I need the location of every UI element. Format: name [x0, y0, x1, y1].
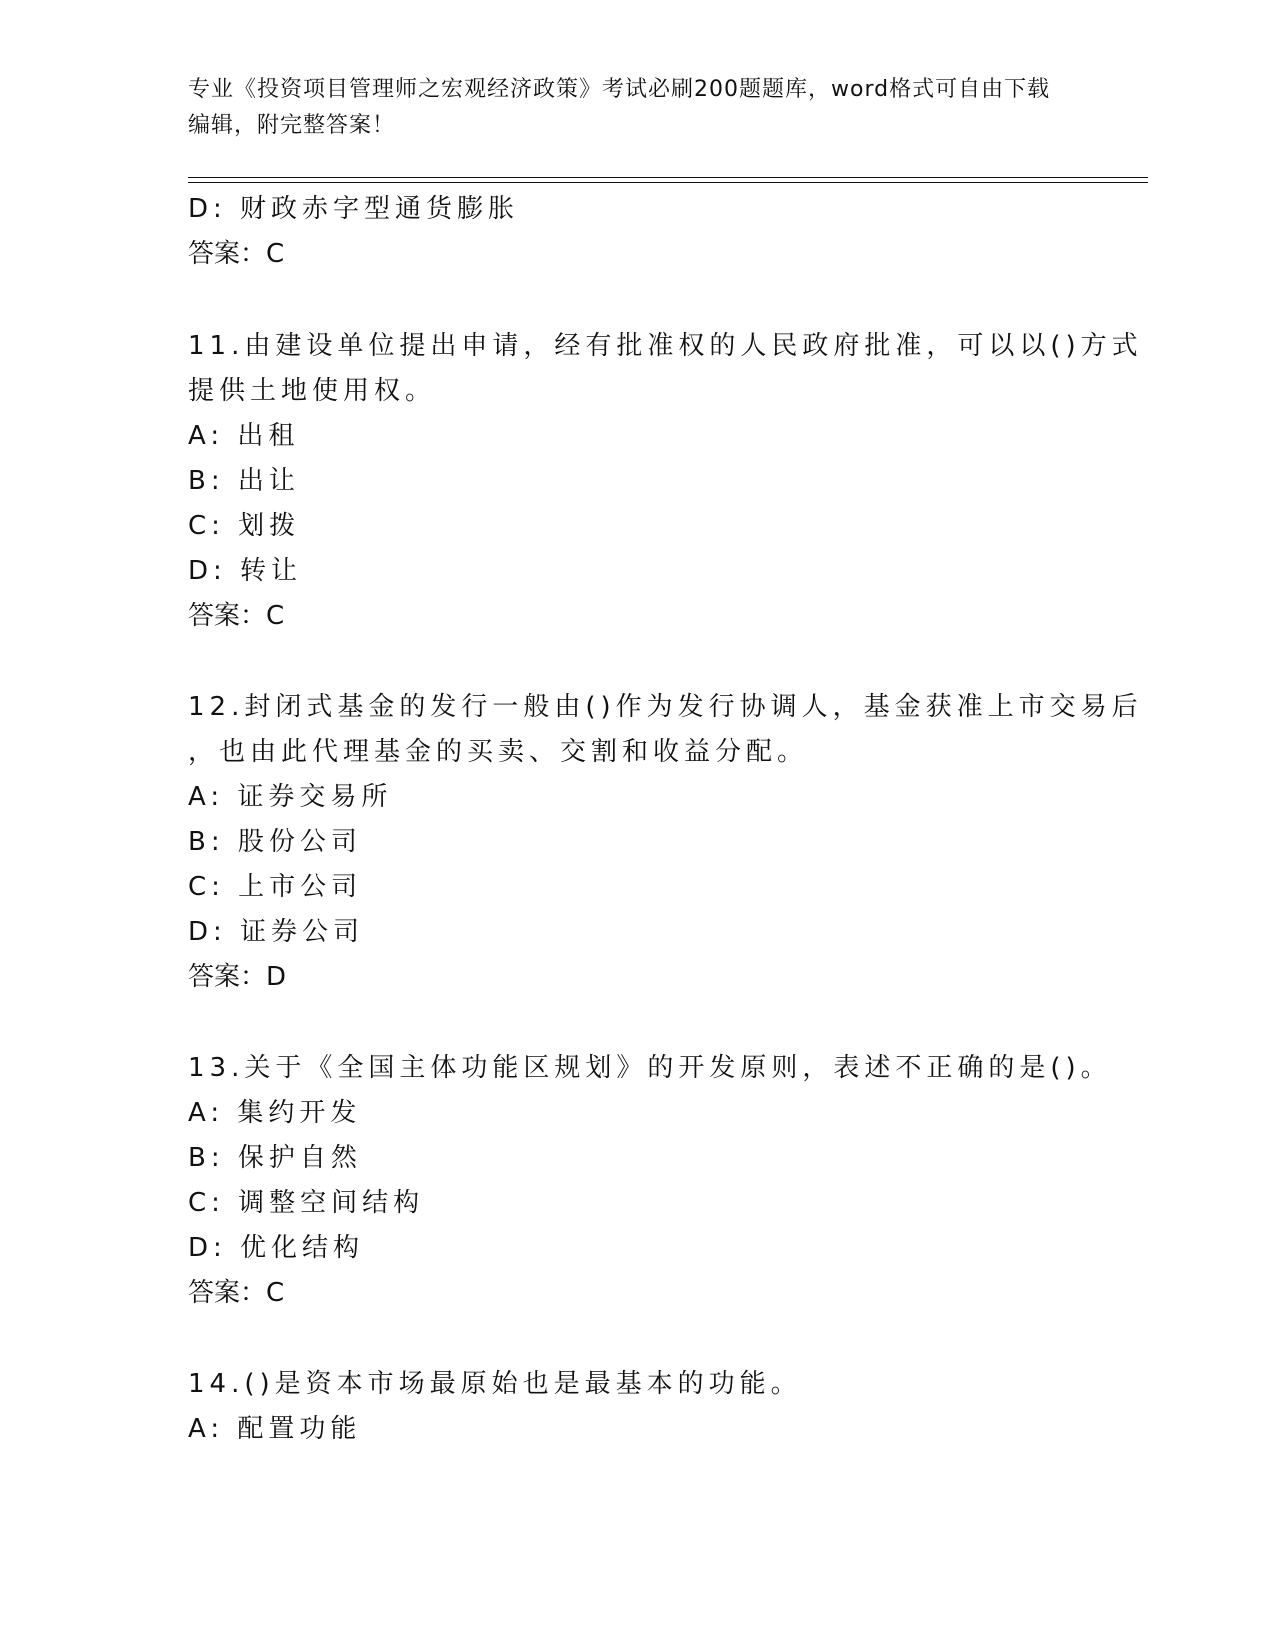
- question-stem-continued: 提供土地使用权。: [188, 376, 437, 406]
- option-d: D: 财政赤字型通货膨胀: [188, 194, 520, 224]
- question-stem: 12.封闭式基金的发行一般由()作为发行协调人，基金获准上市交易后: [188, 692, 1143, 722]
- option-a: A: 证券交易所: [188, 782, 393, 812]
- header-divider-top: [188, 177, 1148, 178]
- answer: 答案：C: [188, 601, 285, 631]
- header-divider-bottom: [188, 182, 1148, 183]
- answer: 答案：C: [188, 239, 285, 269]
- answer: 答案：C: [188, 1278, 285, 1308]
- option-b: B: 出让: [188, 466, 300, 496]
- question-stem: 11.由建设单位提出申请，经有批准权的人民政府批准，可以以()方式: [188, 331, 1143, 361]
- answer: 答案：D: [188, 962, 287, 992]
- option-a: A: 配置功能: [188, 1414, 362, 1444]
- page-header: 专业《投资项目管理师之宏观经济政策》考试必刷200题题库，word格式可自由下载编辑，附完整答案！: [188, 77, 1051, 138]
- question-stem: 14.()是资本市场最原始也是最基本的功能。: [188, 1369, 802, 1399]
- question-stem: 13.关于《全国主体功能区规划》的开发原则，表述不正确的是()。: [188, 1053, 1112, 1083]
- option-c: C: 调整空间结构: [188, 1188, 425, 1218]
- option-b: B: 股份公司: [188, 827, 362, 857]
- option-d: D: 优化结构: [188, 1233, 365, 1263]
- option-b: B: 保护自然: [188, 1143, 362, 1173]
- option-c: C: 划拨: [188, 511, 301, 541]
- option-c: C: 上市公司: [188, 872, 363, 902]
- option-d: D: 转让: [188, 556, 303, 586]
- question-stem-continued: ，也由此代理基金的买卖、交割和收益分配。: [188, 737, 809, 767]
- option-a: A: 集约开发: [188, 1098, 362, 1128]
- option-a: A: 出租: [188, 421, 300, 451]
- option-d: D: 证券公司: [188, 917, 365, 947]
